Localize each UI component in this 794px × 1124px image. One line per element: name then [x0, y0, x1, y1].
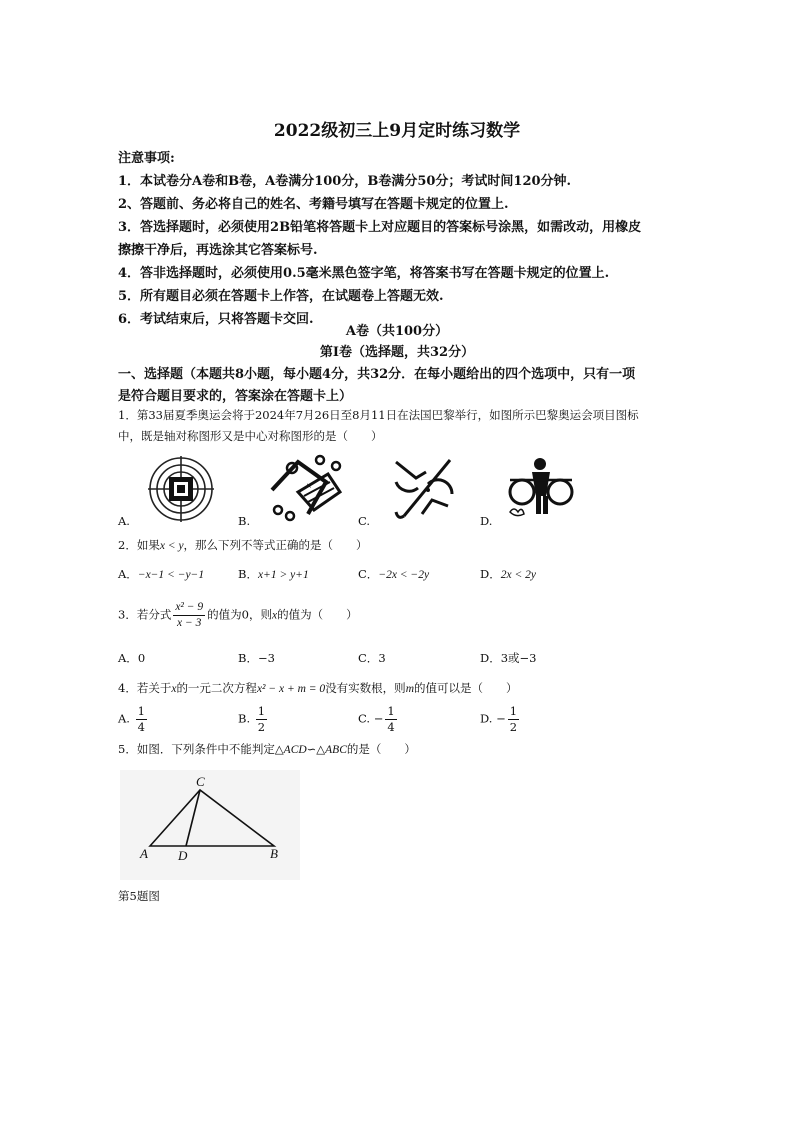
q3-option-c-label: C． [358, 651, 379, 665]
q2-option-a [118, 566, 204, 582]
q1-option-b-label: B. [238, 514, 251, 528]
q4-variable: x [171, 683, 177, 695]
q4-option-d-den: 2 [509, 720, 518, 734]
section-one-line-1: 一、选择题（本题共8小题，每小题4分，共32分．在每小题给出的四个选项中，只有一项 [118, 367, 636, 382]
q4-option-d-num: 1 [509, 704, 518, 718]
q4-option-c-num: 1 [387, 704, 395, 718]
q3-option-a [118, 650, 145, 666]
page-title: 2022级初三上9月定时练习数学 [273, 121, 521, 141]
skateboard-icon [268, 452, 346, 522]
notice-item-4: 4．答非选择题时，必须使用0.5毫米黑色签字笔，将答案书写在答题卡规定的位置上. [118, 266, 610, 281]
q3-option-a-expr: 0 [137, 651, 146, 665]
q4-option-c-fraction [385, 704, 396, 735]
vertex-a-label: A [140, 846, 148, 861]
vertex-d-label: D [178, 848, 188, 863]
part-one-heading: 第Ⅰ卷（选择题，共32分） [319, 345, 475, 360]
q3-option-a-label: A． [118, 651, 138, 665]
q1-option-c-label: C. [358, 514, 371, 528]
q4-stem-mid: 的一元二次方程 [176, 681, 257, 695]
q3-stem [118, 600, 358, 631]
q2-option-b [238, 566, 309, 582]
q3-option-c [358, 650, 386, 666]
q4-option-b-label: B. [238, 711, 251, 726]
vertex-b-label: B [270, 846, 278, 861]
q4-option-d-label: D. [480, 711, 493, 726]
q4-option-a-fraction [136, 704, 147, 735]
q5-figure-caption: 第5题图 [118, 889, 160, 903]
q2-condition: x < y [159, 540, 184, 552]
q2-option-c [358, 566, 429, 582]
q5-relation: △ACD∽△ABC [274, 744, 347, 756]
notice-item-2: 2、答题前、务必将自己的姓名、考籍号填写在答题卡规定的位置上. [118, 197, 509, 212]
section-a-heading: A卷（共100分） [345, 324, 449, 339]
q2-option-a-label: A． [118, 567, 138, 581]
q3-fraction [173, 600, 205, 631]
q2-stem-pre: 2．如果 [118, 538, 160, 552]
q5-stem-pre: 5．如图．下列条件中不能判定 [118, 742, 275, 756]
q3-option-d-expr: 3或−3 [500, 651, 537, 665]
q4-stem-pre: 4．若关于 [118, 681, 172, 695]
notice-item-3: 3．答选择题时，必须使用2B铅笔将答题卡上对应题目的答案标号涂黑，如需改动，用橡皮 [118, 220, 642, 235]
q3-variable: x [271, 609, 278, 622]
q4-option-b-den: 2 [257, 720, 266, 734]
q3-option-b [238, 650, 275, 666]
notice-heading: 注意事项: [118, 151, 175, 166]
q2-stem-post: ，那么下列不等式正确的是（ ） [183, 538, 368, 552]
cyclist-icon [506, 456, 576, 522]
hockey-icon [388, 454, 458, 524]
notice-item-5: 5．所有题目必须在答题卡上作答，在试题卷上答题无效. [118, 289, 444, 304]
target-icon [148, 456, 214, 522]
q3-numerator: x² − 9 [173, 600, 205, 616]
q5-stem-end: 的是（ ） [346, 742, 416, 756]
section-one-line-2: 是符合题目要求的，答案涂在答题卡上） [118, 389, 353, 404]
q3-stem-pre: 3．若分式 [118, 607, 172, 622]
q4-option-a-label: A. [118, 711, 130, 726]
q2-stem [118, 537, 368, 553]
q1-option-a-label: A. [118, 514, 130, 528]
q4-stem-mid2: 没有实数根，则 [325, 681, 406, 695]
q4-option-d-fraction [508, 704, 519, 735]
q4-stem-end: 的值可以是（ ） [414, 681, 518, 695]
q2-option-d [480, 566, 536, 582]
q4-option-d [480, 704, 521, 735]
q4-equation: x² − x + m = 0 [256, 683, 326, 695]
q3-option-c-expr: 3 [378, 651, 386, 665]
notice-item-1: 1．本试卷分A卷和B卷，A卷满分100分，B卷满分50分；考试时间120分钟. [118, 174, 572, 189]
svg-text:×: × [306, 482, 312, 490]
q4-option-b [238, 704, 269, 735]
q4-option-c [358, 704, 399, 735]
q4-option-d-sign: − [496, 711, 506, 726]
q2-option-b-expr: x+1 > y+1 [257, 569, 309, 581]
q4-stem [118, 680, 518, 696]
q4-option-c-den: 4 [387, 720, 395, 734]
q2-option-d-expr: 2x < 2y [500, 569, 536, 581]
notice-item-6: 6．考试结束后，只将答题卡交回. [118, 312, 314, 327]
q1-stem-line-1: 1．第33届夏季奥运会将于2024年7月26日至8月11日在法国巴黎举行，如图所示巴黎奥运会项目图标 [118, 408, 639, 422]
q2-option-c-label: C． [358, 567, 379, 581]
q4-option-b-fraction [256, 704, 267, 735]
q1-stem-line-2: 中，既是轴对称图形又是中心对称图形的是（ ） [118, 429, 383, 443]
q2-option-c-expr: −2x < −2y [378, 569, 430, 581]
q3-stem-post: 的值为0，则 [207, 607, 272, 622]
q4-option-c-sign: − [373, 711, 384, 726]
q2-option-b-label: B． [238, 567, 258, 581]
q3-option-b-label: B． [238, 651, 258, 665]
q4-option-a-num: 1 [137, 704, 145, 718]
q2-option-a-expr: −x−1 < −y−1 [137, 569, 205, 581]
q5-stem [118, 741, 416, 757]
q4-option-a [118, 704, 149, 735]
q3-stem-end: 的值为（ ） [277, 607, 358, 622]
q3-denominator: x − 3 [177, 617, 202, 629]
q2-option-d-label: D． [480, 567, 501, 581]
q1-option-d-label: D. [480, 514, 493, 528]
q4-variable-m: m [405, 683, 414, 695]
q3-option-b-expr: −3 [257, 651, 275, 665]
vertex-c-label: C [196, 774, 205, 789]
q3-option-d [480, 650, 537, 666]
q4-option-c-label: C. [358, 711, 371, 726]
notice-item-3-cont: 擦擦干净后，再选涂其它答案标号. [118, 243, 318, 258]
q4-option-b-num: 1 [257, 704, 266, 718]
q3-option-d-label: D． [480, 651, 501, 665]
q4-option-a-den: 4 [137, 720, 145, 734]
triangle-figure [120, 770, 300, 880]
